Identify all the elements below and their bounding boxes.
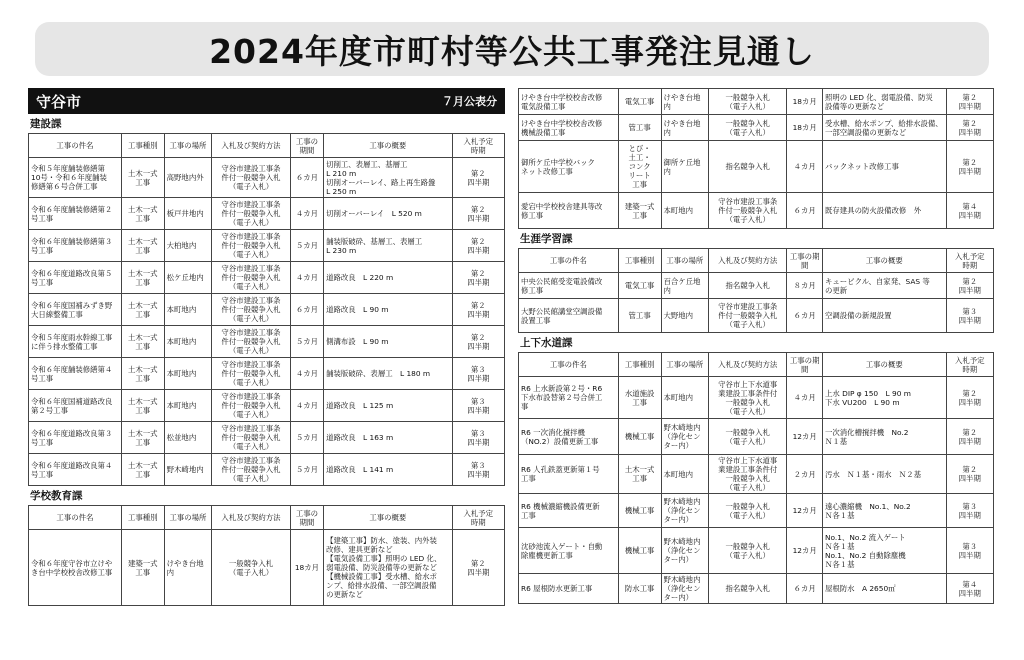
- cell-item-name: R6 屋根防水更新工事: [519, 574, 619, 604]
- column-header-summary: 工事の概要: [324, 134, 453, 158]
- column-header-work-type: 工事種別: [618, 353, 661, 377]
- cell-contract-method: 守谷市建設工事条 件付一般競争入札 （電子入札）: [212, 262, 291, 294]
- cell-location: けやき台地 内: [164, 530, 212, 606]
- cell-bid-timing: 第３ 四半期: [946, 494, 994, 528]
- cell-bid-timing: 第３ 四半期: [946, 528, 994, 574]
- cell-item-name: 令和６年度守谷市立けや き台中学校校舎改修工事: [29, 530, 122, 606]
- cell-summary: 側溝布設 L 90 m: [324, 326, 453, 358]
- works-table: [518, 88, 994, 229]
- cell-period: 18カ月: [787, 89, 823, 115]
- cell-work-type: 土木一式 工事: [121, 422, 164, 454]
- published-label: ７月公表分: [442, 95, 497, 108]
- cell-work-type: 建築一式 工事: [618, 193, 661, 229]
- cell-bid-timing: 第２ 四半期: [946, 273, 994, 299]
- left-column: [28, 88, 505, 606]
- table-header-row: [519, 249, 994, 273]
- cell-period: 18カ月: [290, 530, 323, 606]
- column-header-contract-method: 入札及び契約方法: [212, 506, 291, 530]
- cell-location: 野木崎地内 （浄化セン ター内）: [661, 419, 709, 455]
- cell-location: 板戸井地内: [164, 198, 212, 230]
- right-sections: [518, 233, 994, 604]
- cell-item-name: R6 機械濃縮機設備更新 工事: [519, 494, 619, 528]
- right-column: [518, 88, 994, 604]
- cell-work-type: 土木一式 工事: [121, 198, 164, 230]
- cell-period: ５カ月: [290, 422, 323, 454]
- cell-bid-timing: 第２ 四半期: [452, 326, 504, 358]
- cell-work-type: 管工事: [618, 115, 661, 141]
- cell-location: 高野地内外: [164, 158, 212, 198]
- column-header-location: 工事の場所: [661, 249, 709, 273]
- cell-summary: 切削オーバーレイ L 520 m: [324, 198, 453, 230]
- column-header-item-name: 工事の件名: [29, 134, 122, 158]
- column-header-bid-timing: 入札予定 時期: [452, 134, 504, 158]
- cell-summary: No.1、No.2 流入ゲート Ｎ各１基 No.1、No.2 自動除塵機 Ｎ各１基: [823, 528, 947, 574]
- column-header-period: 工事の期間: [290, 134, 323, 158]
- cell-contract-method: 守谷市建設工事条 件付一般競争入札 （電子入札）: [212, 358, 291, 390]
- cell-summary: 切削工、表層工、基層工 L 210 m 切削オーバーレイ、路上再生路盤 L 250 m: [324, 158, 453, 198]
- cell-summary: キュービクル、自家発、SAS 等 の更新: [823, 273, 947, 299]
- cell-item-name: けやき台中学校校舎改修 機械設備工事: [519, 115, 619, 141]
- cell-contract-method: 指名競争入札: [709, 273, 787, 299]
- cell-contract-method: 守谷市建設工事条 件付一般競争入札 （電子入札）: [709, 193, 787, 229]
- cell-period: ４カ月: [787, 377, 823, 419]
- cell-work-type: 建築一式 工事: [121, 530, 164, 606]
- cell-period: 12カ月: [787, 494, 823, 528]
- table-row: [29, 530, 505, 606]
- column-header-contract-method: 入札及び契約方法: [709, 249, 787, 273]
- cell-period: ４カ月: [290, 358, 323, 390]
- cell-item-name: 令和６年度舗装修繕第４ 号工事: [29, 358, 122, 390]
- cell-summary: 遠心濃縮機 No.1、No.2 Ｎ各１基: [823, 494, 947, 528]
- table-row: [29, 326, 505, 358]
- cell-location: 大野地内: [661, 299, 709, 333]
- cell-bid-timing: 第２ 四半期: [452, 198, 504, 230]
- cell-location: 松ケ丘地内: [164, 262, 212, 294]
- cell-summary: 舗装版破砕、基層工、表層工 L 230 m: [324, 230, 453, 262]
- cell-summary: 道路改良 L 90 m: [324, 294, 453, 326]
- table-row: [519, 494, 994, 528]
- table-row: [29, 454, 505, 486]
- cell-bid-timing: 第３ 四半期: [452, 390, 504, 422]
- table-header-row: [29, 506, 505, 530]
- cell-item-name: 令和６年度道路改良第５ 号工事: [29, 262, 122, 294]
- table-row: [519, 299, 994, 333]
- column-header-item-name: 工事の件名: [519, 249, 619, 273]
- cell-summary: 【建築工事】防水、塗装、内外装 改修、建具更新など 【電気設備工事】照明の LED 化、 弱電設備、防災設備等の更新など 【機械設備工事】受水槽、給水ポ ンプ、給排水設備、一部空調設備 の更新など: [324, 530, 453, 606]
- cell-period: ８カ月: [787, 273, 823, 299]
- table-header-row: [519, 353, 994, 377]
- cell-summary: 汚水 Ｎ１基・雨水 Ｎ２基: [823, 455, 947, 494]
- cell-location: 御所ケ丘地 内: [661, 141, 709, 193]
- cell-contract-method: 守谷市建設工事条 件付一般競争入札 （電子入札）: [212, 390, 291, 422]
- title-banner: [35, 22, 989, 76]
- cell-summary: 照明の LED 化、弱電設備、防災 設備等の更新など: [823, 89, 947, 115]
- cell-item-name: けやき台中学校校舎改修 電気設備工事: [519, 89, 619, 115]
- cell-work-type: 土木一式 工事: [618, 455, 661, 494]
- cell-bid-timing: 第４ 四半期: [946, 574, 994, 604]
- cell-contract-method: 一般競争入札 （電子入札）: [709, 494, 787, 528]
- cell-item-name: 愛宕中学校校舎建具等改 修工事: [519, 193, 619, 229]
- cell-period: ６カ月: [787, 299, 823, 333]
- cell-bid-timing: 第２ 四半期: [452, 230, 504, 262]
- cell-item-name: 大野公民館講堂空調設備 設置工事: [519, 299, 619, 333]
- cell-contract-method: 守谷市建設工事条 件付一般競争入札 （電子入札）: [212, 230, 291, 262]
- cell-contract-method: 指名競争入札: [709, 141, 787, 193]
- department-heading: 上下水道課: [520, 337, 573, 349]
- cell-contract-method: 一般競争入札 （電子入札）: [212, 530, 291, 606]
- column-header-summary: 工事の概要: [324, 506, 453, 530]
- column-header-location: 工事の場所: [661, 353, 709, 377]
- column-header-period: 工事の期間: [290, 506, 323, 530]
- cell-location: 本町地内: [661, 193, 709, 229]
- cell-period: ６カ月: [290, 158, 323, 198]
- table-row: [29, 158, 505, 198]
- cell-work-type: 電気工事: [618, 273, 661, 299]
- cell-summary: 受水槽、給水ポンプ、給排水設備、 一部空調設備の更新など: [823, 115, 947, 141]
- cell-summary: 上水 DIP φ 150 L 90 m 下水 VU200 L 90 m: [823, 377, 947, 419]
- cell-bid-timing: 第４ 四半期: [946, 193, 994, 229]
- cell-summary: 道路改良 L 220 m: [324, 262, 453, 294]
- cell-contract-method: 守谷市建設工事条 件付一般競争入札 （電子入札）: [212, 454, 291, 486]
- cell-work-type: 水道施設 工事: [618, 377, 661, 419]
- cell-period: ２カ月: [787, 455, 823, 494]
- table-row: [519, 89, 994, 115]
- cell-location: 本町地内: [164, 326, 212, 358]
- column-header-location: 工事の場所: [164, 134, 212, 158]
- cell-work-type: 土木一式 工事: [121, 230, 164, 262]
- cell-bid-timing: 第３ 四半期: [452, 358, 504, 390]
- city-header: [28, 88, 505, 114]
- cell-item-name: 令和６年度舗装修繕第２ 号工事: [29, 198, 122, 230]
- cell-item-name: 令和６年度舗装修繕第３ 号工事: [29, 230, 122, 262]
- column-header-period: 工事の期間: [787, 249, 823, 273]
- cell-location: けやき台地 内: [661, 89, 709, 115]
- cell-item-name: 令和５年度舗装修繕第 10号・令和６年度舗装 修繕第６号合併工事: [29, 158, 122, 198]
- cell-location: 本町地内: [661, 377, 709, 419]
- cell-bid-timing: 第２ 四半期: [452, 530, 504, 606]
- column-header-bid-timing: 入札予定 時期: [452, 506, 504, 530]
- cell-period: ６カ月: [290, 294, 323, 326]
- cell-item-name: R6 一次消化撹拌機 （NO.2）設備更新工事: [519, 419, 619, 455]
- table-row: [29, 390, 505, 422]
- cell-contract-method: 守谷市建設工事条 件付一般競争入札 （電子入札）: [212, 326, 291, 358]
- cell-item-name: 令和５年度雨水幹線工事 に伴う排水整備工事: [29, 326, 122, 358]
- cell-work-type: 機械工事: [618, 419, 661, 455]
- cell-location: けやき台地 内: [661, 115, 709, 141]
- cell-location: 野木崎地内 （浄化セン ター内）: [661, 494, 709, 528]
- works-table: [518, 352, 994, 604]
- cell-location: 本町地内: [164, 294, 212, 326]
- right-top-table: [518, 88, 994, 229]
- table-row: [519, 141, 994, 193]
- cell-work-type: とび・ 土工・ コンク リート 工事: [618, 141, 661, 193]
- cell-period: ５カ月: [290, 454, 323, 486]
- page-title: 2024年度市町村等公共工事発注見通し: [209, 31, 815, 71]
- cell-bid-timing: 第２ 四半期: [946, 377, 994, 419]
- cell-item-name: 令和６年度国補道路改良 第２号工事: [29, 390, 122, 422]
- cell-location: 野木崎地内: [164, 454, 212, 486]
- cell-work-type: 土木一式 工事: [121, 158, 164, 198]
- cell-work-type: 防水工事: [618, 574, 661, 604]
- cell-item-name: 令和６年度道路改良第３ 号工事: [29, 422, 122, 454]
- column-header-bid-timing: 入札予定 時期: [946, 249, 994, 273]
- cell-work-type: 土木一式 工事: [121, 326, 164, 358]
- table-row: [29, 294, 505, 326]
- cell-period: 12カ月: [787, 528, 823, 574]
- cell-bid-timing: 第２ 四半期: [946, 115, 994, 141]
- works-table: [518, 248, 994, 333]
- cell-work-type: 管工事: [618, 299, 661, 333]
- column-header-period: 工事の期間: [787, 353, 823, 377]
- column-header-bid-timing: 入札予定 時期: [946, 353, 994, 377]
- cell-item-name: 沈砂池流入ゲート・自動 除塵機更新工事: [519, 528, 619, 574]
- cell-bid-timing: 第３ 四半期: [452, 454, 504, 486]
- department-heading: 生涯学習課: [520, 233, 573, 245]
- cell-period: ６カ月: [787, 574, 823, 604]
- cell-contract-method: 守谷市建設工事条 件付一般競争入札 （電子入札）: [212, 294, 291, 326]
- cell-location: 本町地内: [164, 390, 212, 422]
- cell-item-name: R6 人孔鉄蓋更新第１号 工事: [519, 455, 619, 494]
- cell-work-type: 機械工事: [618, 528, 661, 574]
- cell-item-name: R6 上水新設第２号・R6 下水布設替第２号合併工 事: [519, 377, 619, 419]
- cell-bid-timing: 第２ 四半期: [946, 89, 994, 115]
- cell-location: 野木崎地内 （浄化セン ター内）: [661, 528, 709, 574]
- column-header-summary: 工事の概要: [823, 353, 947, 377]
- cell-period: ４カ月: [787, 141, 823, 193]
- cell-bid-timing: 第２ 四半期: [452, 294, 504, 326]
- cell-summary: 空調設備の新規設置: [823, 299, 947, 333]
- cell-summary: 道路改良 L 125 m: [324, 390, 453, 422]
- cell-bid-timing: 第３ 四半期: [946, 299, 994, 333]
- column-header-work-type: 工事種別: [121, 134, 164, 158]
- cell-work-type: 土木一式 工事: [121, 454, 164, 486]
- cell-period: ４カ月: [290, 262, 323, 294]
- table-header-row: [29, 134, 505, 158]
- cell-period: ４カ月: [290, 390, 323, 422]
- cell-work-type: 電気工事: [618, 89, 661, 115]
- table-row: [29, 422, 505, 454]
- cell-contract-method: 一般競争入札 （電子入札）: [709, 528, 787, 574]
- works-table: [28, 505, 505, 606]
- column-header-item-name: 工事の件名: [519, 353, 619, 377]
- table-row: [29, 358, 505, 390]
- cell-contract-method: 一般競争入札 （電子入札）: [709, 89, 787, 115]
- cell-bid-timing: 第２ 四半期: [452, 158, 504, 198]
- column-header-summary: 工事の概要: [823, 249, 947, 273]
- cell-contract-method: 守谷市建設工事条 件付一般競争入札 （電子入札）: [212, 158, 291, 198]
- cell-summary: 既存建具の防火設備改修 外: [823, 193, 947, 229]
- cell-bid-timing: 第２ 四半期: [946, 419, 994, 455]
- cell-item-name: 令和６年度国補みずき野 大日線整備工事: [29, 294, 122, 326]
- cell-summary: 道路改良 L 163 m: [324, 422, 453, 454]
- cell-work-type: 機械工事: [618, 494, 661, 528]
- column-header-contract-method: 入札及び契約方法: [212, 134, 291, 158]
- city-name: 守谷市: [36, 92, 82, 111]
- department-heading: 建設課: [30, 118, 62, 130]
- cell-work-type: 土木一式 工事: [121, 390, 164, 422]
- table-row: [519, 193, 994, 229]
- cell-item-name: 御所ケ丘中学校バック ネット改修工事: [519, 141, 619, 193]
- works-table: [28, 133, 505, 486]
- table-row: [519, 528, 994, 574]
- cell-summary: 屋根防水 A 2650㎡: [823, 574, 947, 604]
- column-header-location: 工事の場所: [164, 506, 212, 530]
- column-header-work-type: 工事種別: [618, 249, 661, 273]
- cell-bid-timing: 第２ 四半期: [946, 141, 994, 193]
- cell-location: 野木崎地内 （浄化セン ター内）: [661, 574, 709, 604]
- cell-contract-method: 守谷市建設工事条 件付一般競争入札 （電子入札）: [212, 422, 291, 454]
- cell-summary: 道路改良 L 141 m: [324, 454, 453, 486]
- column-header-work-type: 工事種別: [121, 506, 164, 530]
- cell-summary: バックネット改修工事: [823, 141, 947, 193]
- cell-period: 12カ月: [787, 419, 823, 455]
- cell-location: 松並地内: [164, 422, 212, 454]
- table-row: [519, 115, 994, 141]
- cell-contract-method: 守谷市建設工事条 件付一般競争入札 （電子入札）: [709, 299, 787, 333]
- column-header-item-name: 工事の件名: [29, 506, 122, 530]
- cell-contract-method: 守谷市上下水道事 業建設工事条件付 一般競争入札 （電子入札）: [709, 455, 787, 494]
- table-row: [519, 377, 994, 419]
- table-row: [519, 574, 994, 604]
- cell-contract-method: 守谷市建設工事条 件付一般競争入札 （電子入札）: [212, 198, 291, 230]
- cell-location: 本町地内: [661, 455, 709, 494]
- cell-period: ４カ月: [290, 198, 323, 230]
- cell-item-name: 令和６年度道路改良第４ 号工事: [29, 454, 122, 486]
- cell-location: 百合ケ丘地 内: [661, 273, 709, 299]
- cell-summary: 一次消化槽撹拌機 No.2 Ｎ１基: [823, 419, 947, 455]
- cell-contract-method: 守谷市上下水道事 業建設工事条件付 一般競争入札 （電子入札）: [709, 377, 787, 419]
- cell-bid-timing: 第２ 四半期: [946, 455, 994, 494]
- column-header-contract-method: 入札及び契約方法: [709, 353, 787, 377]
- cell-contract-method: 一般競争入札 （電子入札）: [709, 419, 787, 455]
- cell-work-type: 土木一式 工事: [121, 262, 164, 294]
- cell-period: ５カ月: [290, 326, 323, 358]
- table-row: [29, 230, 505, 262]
- cell-work-type: 土木一式 工事: [121, 294, 164, 326]
- cell-period: ６カ月: [787, 193, 823, 229]
- cell-period: 18カ月: [787, 115, 823, 141]
- cell-contract-method: 一般競争入札 （電子入札）: [709, 115, 787, 141]
- table-row: [519, 273, 994, 299]
- table-row: [519, 455, 994, 494]
- cell-item-name: 中央公民館受変電設備改 修工事: [519, 273, 619, 299]
- table-row: [519, 419, 994, 455]
- table-row: [29, 198, 505, 230]
- cell-location: 大柏地内: [164, 230, 212, 262]
- cell-contract-method: 指名競争入札: [709, 574, 787, 604]
- department-heading: 学校教育課: [30, 490, 83, 502]
- cell-bid-timing: 第２ 四半期: [452, 262, 504, 294]
- cell-period: ５カ月: [290, 230, 323, 262]
- cell-location: 本町地内: [164, 358, 212, 390]
- cell-work-type: 土木一式 工事: [121, 358, 164, 390]
- cell-summary: 舗装版破砕、表層工 L 180 m: [324, 358, 453, 390]
- cell-bid-timing: 第３ 四半期: [452, 422, 504, 454]
- left-sections: [28, 118, 505, 606]
- table-row: [29, 262, 505, 294]
